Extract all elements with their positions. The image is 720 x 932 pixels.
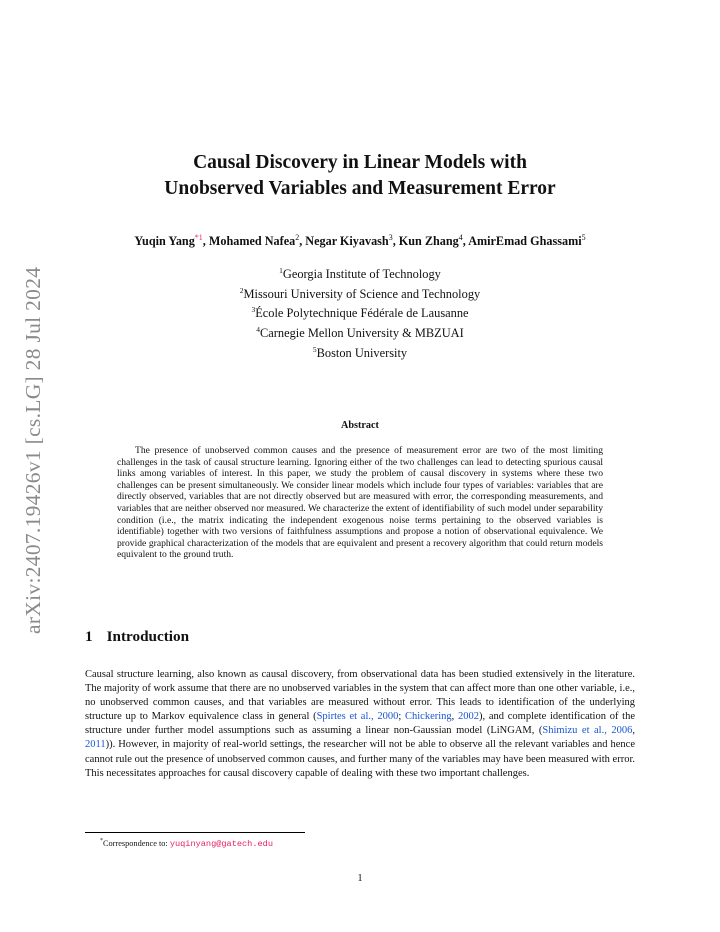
citation-link[interactable]: Chickering <box>405 711 452 723</box>
affiliation: $^3$École Polytechnique Fédérale de Lausanne <box>251 305 469 321</box>
email-link[interactable]: yuqinyang@gatech.edu <box>169 838 273 849</box>
footnote-mark: * <box>100 838 103 844</box>
abstract-heading: Abstract <box>341 420 379 431</box>
author-name: AmirEmad Ghassami <box>468 234 582 249</box>
author-list: Yuqin Yang$^{*1}$, Mohamed Nafea$^2$, Negar Kiyavash$^3$, Kun Zhang$^4$, AmirEmad Ghassami$^5$ <box>134 233 586 249</box>
paper-title-line-2: Unobserved Variables and Measurement Error <box>164 178 556 199</box>
section-title: Introduction <box>106 628 190 645</box>
abstract-text: The presence of unobserved common causes and the presence of measurement error are two of the most limiting challenges in the task of causal structure learning. Ignoring either of the two challenges can lead to detecting spurious causal links among variables of interest. In this paper, we study the problem of causal discovery in systems where these two challenges can be present simultaneously. We consider linear models which include four types of variables: variables that are directly observed, variables that are not directly observed but are measured with error, the corresponding measurements, and variables that are neither observed nor measured. We characterize the extent of identifiability of such model under separability condition (i.e., the matrix indicating the independent exogenous noise terms pertaining to the observed variables is identifiable) together with two versions of faithfulness assumptions and propose a notion of observational equivalence. We provide graphical characterization of the models that are equivalent and present a recovery algorithm that could return models equivalent to the ground truth. <box>117 445 603 561</box>
author-mark[interactable]: *1 <box>194 233 203 242</box>
paper-title-line-1: Causal Discovery in Linear Models with <box>193 152 527 173</box>
section-heading <box>85 628 189 646</box>
section-number: 1 <box>85 628 93 645</box>
author-name: Kun Zhang <box>398 234 459 249</box>
citation-link[interactable]: Spirtes et al., 2000 <box>316 711 399 723</box>
page-number: 1 <box>357 873 363 884</box>
citation-link[interactable]: Shimizu et al., 2006 <box>542 725 633 737</box>
affiliation: $^1$Georgia Institute of Technology <box>279 266 441 282</box>
affiliation-list <box>160 263 560 361</box>
affiliation: $^2$Missouri University of Science and Technology <box>239 285 481 301</box>
author-mark: 5 <box>581 233 586 242</box>
author-name: Mohamed Nafea <box>208 234 296 249</box>
author-name: Yuqin Yang <box>134 234 195 249</box>
intro-paragraph: Causal structure learning, also known as causal discovery, from observational data has been studied extensively in the literature. The majority of work assume that there are no unobserved variables in the system that can affect more than one other variable, i.e., no unobserved common causes, and that variables are measured without error. This leads to identification of the underlying structure up to Markov equivalence class in general (Spirtes et al., 2000; Chickering, 2002), and complete identification of the structure under further model assumptions such as assuming a linear non-Gaussian model (LiNGAM, (Shimizu et al., 2006, 2011)). However, in majority of real-world settings, the researcher will not be able to observe all the relevant variables and hence cannot rule out the presence of unobserved common causes, and further many of the variables may have been measured with error. This necessitates approaches for causal discovery capable of dealing with these two important challenges. <box>85 669 635 779</box>
footnote: *Correspondence to: yuqinyang@gatech.edu <box>100 838 273 849</box>
author-mark: 3 <box>388 233 393 242</box>
author-name: Negar Kiyavash <box>305 234 389 249</box>
author-mark: 2 <box>295 233 300 242</box>
footnote-rule <box>85 832 305 833</box>
arxiv-id[interactable]: arXiv:2407.19426v1 [cs.LG] 28 Jul 2024 <box>21 266 45 634</box>
citation-link[interactable]: 2011 <box>85 739 106 751</box>
author-mark: 4 <box>458 233 463 242</box>
affiliation: $^5$Boston University <box>312 344 408 360</box>
citation-link[interactable]: 2002 <box>458 711 480 723</box>
affiliation: $^4$Carnegie Mellon University & MBZUAI <box>256 324 464 340</box>
